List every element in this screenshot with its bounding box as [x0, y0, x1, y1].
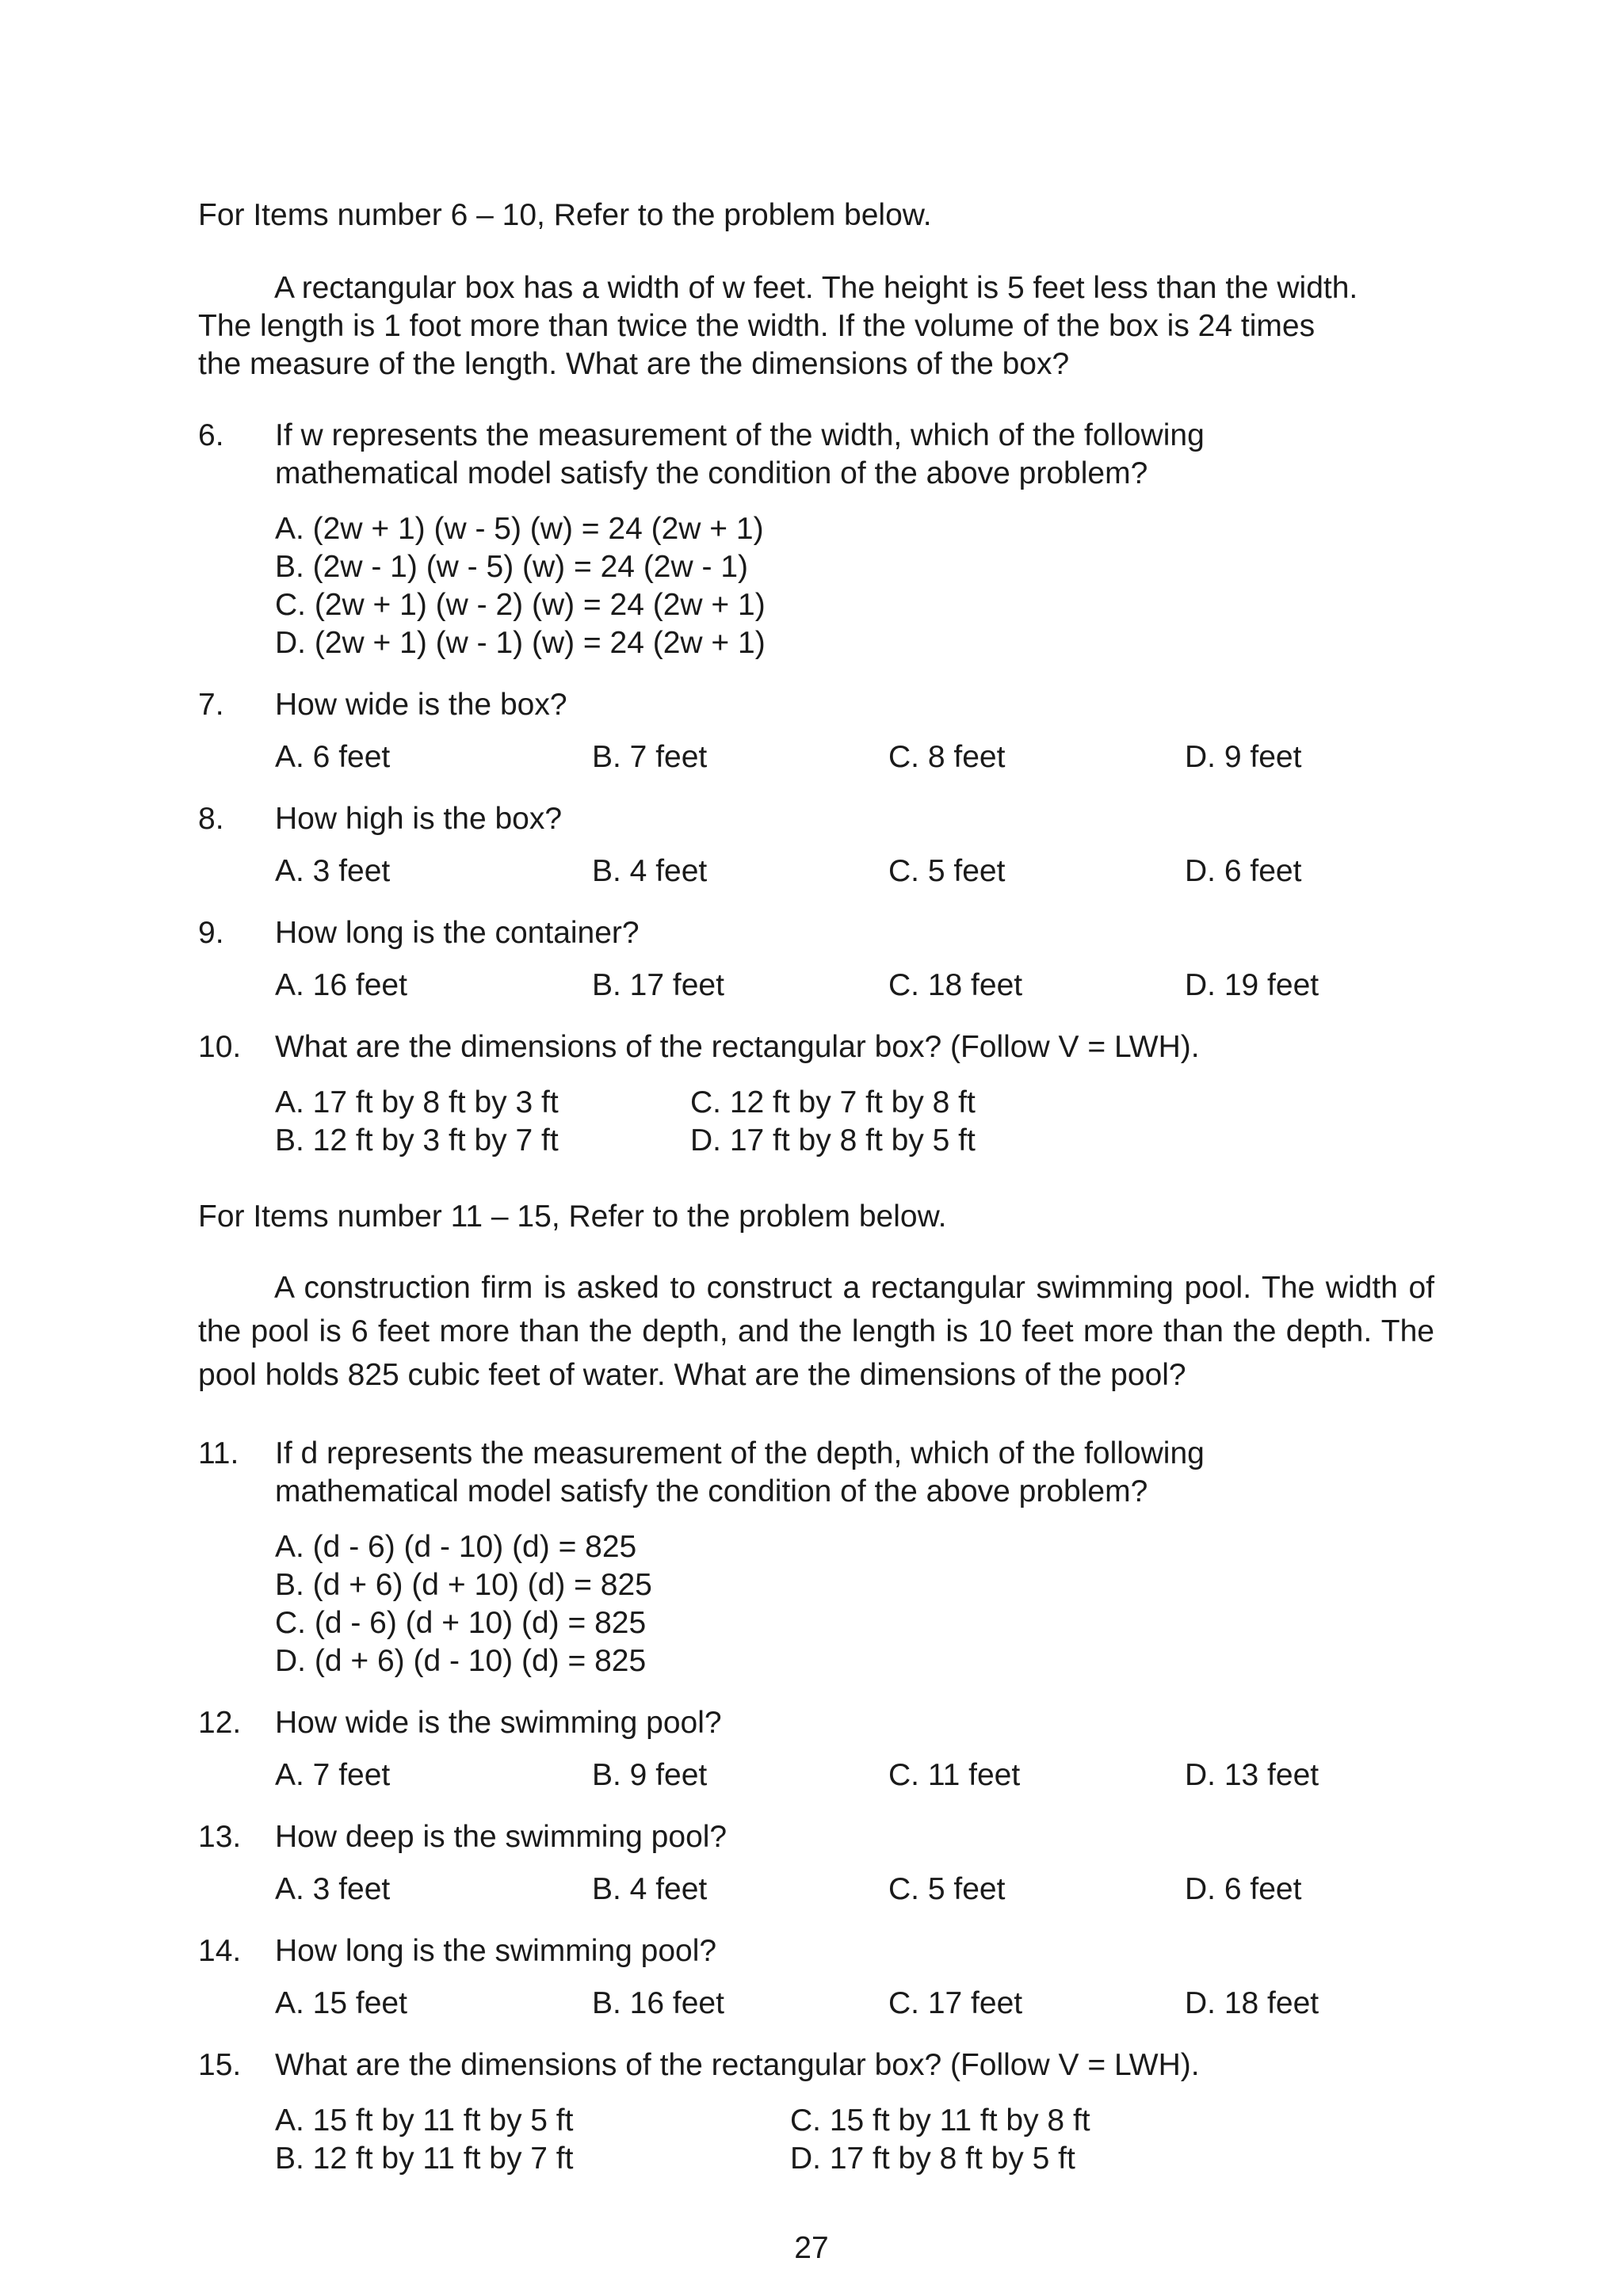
option: B. (2w - 1) (w - 5) (w) = 24 (2w - 1) — [275, 550, 748, 584]
question-11: 11. If d represents the measurement of the depth, which of the following mathematical model satisfy the condition of the above problem? A. (d - 6) (d - 10) (d) = 825 B. (d + 6) (d + 10) (d) = 825 C. (d - 6) (d + 10) (d) = 825 D. (d + 6) (d - 10) (d) = 825 — [198, 1435, 1434, 1680]
option: C. 18 feet — [888, 968, 1023, 1002]
option: A. 15 ft by 11 ft by 5 ft — [275, 2103, 574, 2138]
option: A. 15 feet — [275, 1986, 407, 2020]
option: B. 4 feet — [592, 854, 708, 888]
option: B. 16 feet — [592, 1986, 724, 2020]
option: C. (2w + 1) (w - 2) (w) = 24 (2w + 1) — [275, 588, 766, 622]
question-10-options — [275, 1084, 1434, 1160]
question-6-options — [275, 510, 1434, 662]
option: B. (d + 6) (d + 10) (d) = 825 — [275, 1568, 652, 1602]
question-13-options — [275, 1871, 1434, 1909]
option: D. 19 feet — [1185, 968, 1319, 1002]
option: C. 17 feet — [888, 1986, 1023, 2020]
option: A. 6 feet — [275, 740, 391, 774]
option: A. 3 feet — [275, 854, 391, 888]
question-12: 12. How wide is the swimming pool? A. 7 feet B. 9 feet C. 11 feet D. 13 feet — [198, 1704, 1434, 1794]
option: C. 8 feet — [888, 740, 1006, 774]
option: C. 5 feet — [888, 1872, 1006, 1906]
option: A. 3 feet — [275, 1872, 391, 1906]
option: B. 12 ft by 3 ft by 7 ft — [275, 1123, 559, 1158]
option: D. (2w + 1) (w - 1) (w) = 24 (2w + 1) — [275, 626, 766, 660]
option: B. 12 ft by 11 ft by 7 ft — [275, 2142, 574, 2176]
question-14-options — [275, 1985, 1434, 2023]
option: B. 4 feet — [592, 1872, 708, 1906]
option: C. 12 ft by 7 ft by 8 ft — [690, 1085, 976, 1119]
section-intro-11-15: For Items number 11 – 15, Refer to the problem below. — [198, 1199, 947, 1234]
problem-box: A rectangular box has a width of w feet. The height is 5 feet less than the width. The length is 1 foot more than twice the width. If the volume of the box is 24 times the measure of the length. What are the dimensions of the box? — [198, 271, 1358, 381]
question-13: 13. How deep is the swimming pool? A. 3 feet B. 4 feet C. 5 feet D. 6 feet — [198, 1818, 1434, 1909]
option: A. 7 feet — [275, 1758, 391, 1792]
question-9-options — [275, 967, 1434, 1005]
question-8: 8. How high is the box? A. 3 feet B. 4 feet C. 5 feet D. 6 feet — [198, 800, 1434, 891]
option: A. 17 ft by 8 ft by 3 ft — [275, 1085, 559, 1119]
question-11-options — [275, 1528, 1434, 1680]
question-10: 10. What are the dimensions of the rectangular box? (Follow V = LWH). A. 17 ft by 8 ft by 3 ft C. 12 ft by 7 ft by 8 ft B. 12 ft by 3 ft by 7 ft D. 17 ft by 8 ft by 5 ft — [198, 1028, 1434, 1160]
option: D. 18 feet — [1185, 1986, 1319, 2020]
option: B. 7 feet — [592, 740, 708, 774]
worksheet-page — [198, 196, 1434, 2178]
option: A. (d - 6) (d - 10) (d) = 825 — [275, 1530, 637, 1564]
question-8-options — [275, 852, 1434, 891]
option: C. 11 feet — [888, 1758, 1021, 1792]
option: C. 15 ft by 11 ft by 8 ft — [790, 2103, 1090, 2138]
option: C. 5 feet — [888, 854, 1006, 888]
option: C. (d - 6) (d + 10) (d) = 825 — [275, 1606, 647, 1640]
question-12-options — [275, 1756, 1434, 1794]
question-9: 9. How long is the container? A. 16 feet B. 17 feet C. 18 feet D. 19 feet — [198, 914, 1434, 1005]
option: B. 17 feet — [592, 968, 724, 1002]
question-7: 7. How wide is the box? A. 6 feet B. 7 feet C. 8 feet D. 9 feet — [198, 686, 1434, 776]
option: D. 13 feet — [1185, 1758, 1319, 1792]
question-15-options — [275, 2102, 1434, 2178]
page-number: 27 — [794, 2231, 829, 2265]
question-7-options — [275, 738, 1434, 776]
option: D. 17 ft by 8 ft by 5 ft — [690, 1123, 976, 1158]
section-intro-6-10: For Items number 6 – 10, Refer to the problem below. — [198, 198, 932, 232]
option: A. (2w + 1) (w - 5) (w) = 24 (2w + 1) — [275, 512, 764, 546]
option: D. 6 feet — [1185, 1872, 1302, 1906]
question-14: 14. How long is the swimming pool? A. 15 feet B. 16 feet C. 17 feet D. 18 feet — [198, 1932, 1434, 2023]
question-15: 15. What are the dimensions of the rectangular box? (Follow V = LWH). A. 15 ft by 11 ft by 5 ft C. 15 ft by 11 ft by 8 ft B. 12 ft by 11 ft by 7 ft D. 17 ft by 8 ft by 5 ft — [198, 2046, 1434, 2178]
option: D. 17 ft by 8 ft by 5 ft — [790, 2142, 1075, 2176]
option: D. 9 feet — [1185, 740, 1302, 774]
option: B. 9 feet — [592, 1758, 708, 1792]
option: D. (d + 6) (d - 10) (d) = 825 — [275, 1644, 647, 1678]
question-6: 6. If w represents the measurement of the width, which of the following mathematical model satisfy the condition of the above problem? A. (2w + 1) (w - 5) (w) = 24 (2w + 1) B. (2w - 1) (w - 5) (w) = 24 (2w - 1) C. (2w + 1) (w - 2) (w) = 24 (2w + 1) D. (2w + 1) (w - 1) (w) = 24 (2w + 1) — [198, 417, 1434, 662]
option: A. 16 feet — [275, 968, 407, 1002]
problem-pool: A construction firm is asked to construct a rectangular swimming pool. The width of the pool is 6 feet more than the depth, and the length is 10 feet more than the depth. The pool holds 825 cubic feet of water. What are the dimensions of the pool? — [198, 1271, 1434, 1392]
option: D. 6 feet — [1185, 854, 1302, 888]
